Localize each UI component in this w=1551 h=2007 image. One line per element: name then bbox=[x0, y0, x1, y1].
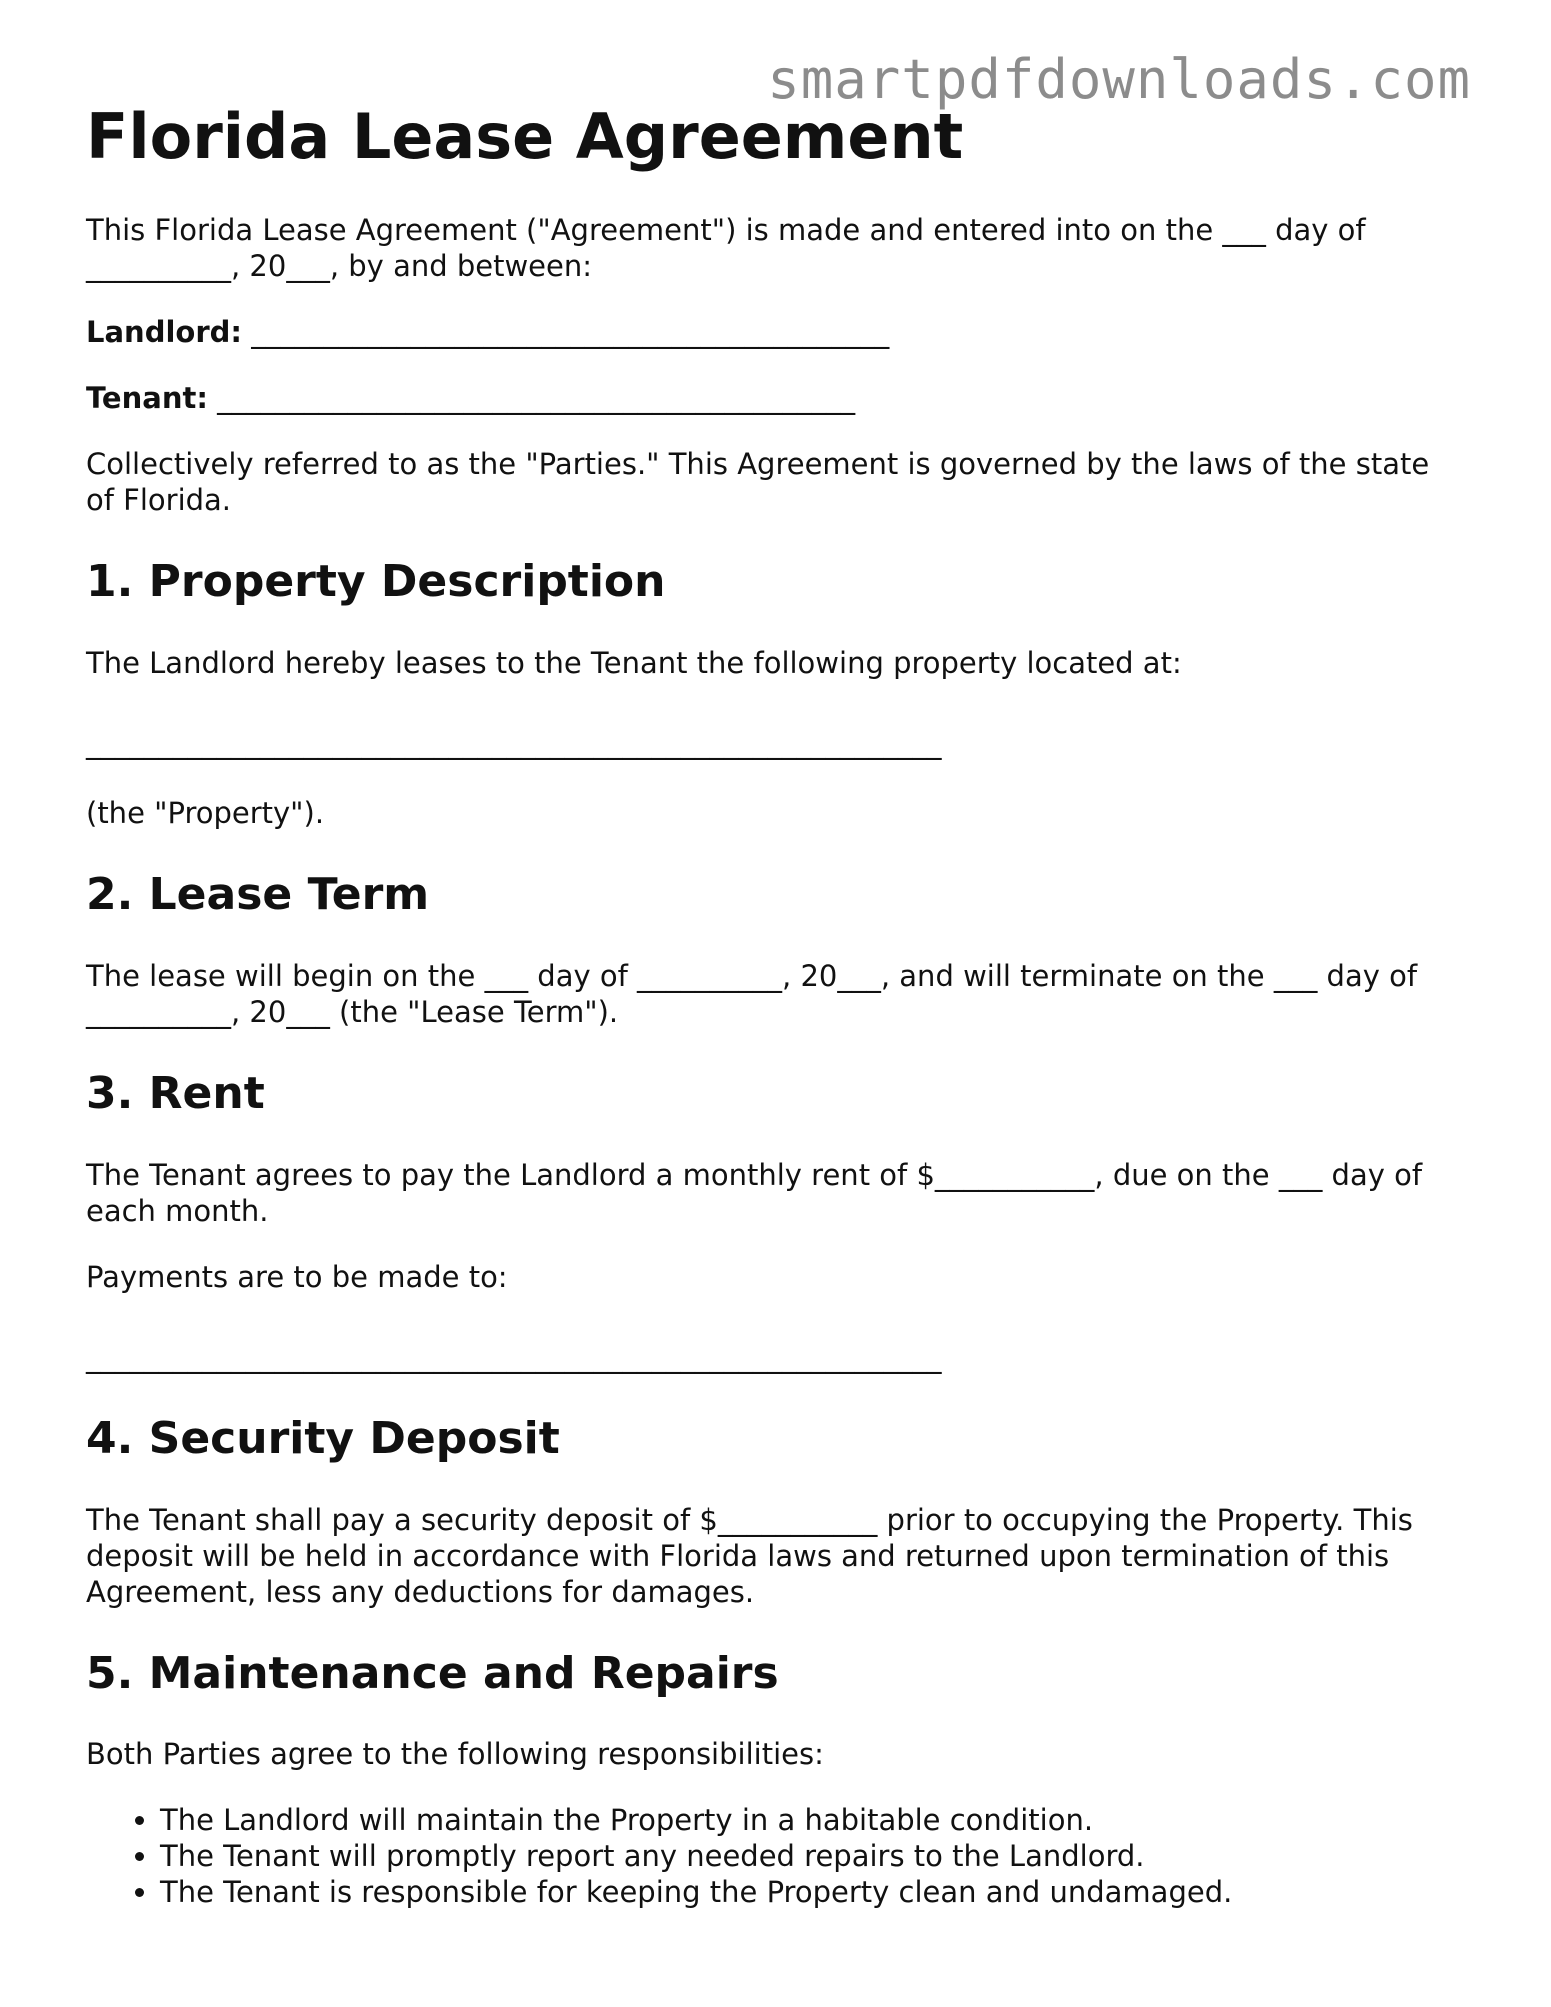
section-heading-term: 2. Lease Term bbox=[86, 869, 430, 921]
section-heading-deposit: 4. Security Deposit bbox=[86, 1412, 560, 1464]
section-heading-property: 1. Property Description bbox=[86, 556, 666, 608]
tenant-field bbox=[86, 380, 1466, 416]
section-heading-rent: 3. Rent bbox=[86, 1067, 265, 1119]
term-paragraph: The lease will begin on the ___ day of __________, 20___, and will terminate on the ___ day of __________, 20___ (the "Lease Term"). bbox=[86, 958, 1418, 1029]
list-item: • The Landlord will maintain the Property in a habitable condition. bbox=[160, 1802, 1466, 1838]
payee-blank: ___________________________________________________________ bbox=[86, 1339, 942, 1374]
list-item: • The Tenant is responsible for keeping the Property clean and undamaged. bbox=[160, 1874, 1466, 1910]
landlord-field bbox=[86, 314, 1466, 350]
section-heading-maintenance: 5. Maintenance and Repairs bbox=[86, 1647, 779, 1699]
property-address-blank: ___________________________________________________________ bbox=[86, 726, 942, 761]
maintenance-paragraph: Both Parties agree to the following responsibilities: bbox=[86, 1737, 824, 1772]
document-body bbox=[86, 100, 1466, 1910]
landlord-blank: ____________________________________________ bbox=[251, 315, 890, 350]
rent-paragraph: The Tenant agrees to pay the Landlord a monthly rent of $___________, due on the ___ day of each month. bbox=[86, 1157, 1423, 1228]
watermark: smartpdfdownloads.com bbox=[767, 48, 1471, 111]
deposit-paragraph: The Tenant shall pay a security deposit of $___________ prior to occupying the Property. This deposit will be held in accordance with Florida laws and returned upon termination of this Agreement, less any deductions for damages. bbox=[86, 1502, 1413, 1609]
responsibilities-list bbox=[86, 1802, 1466, 1910]
tenant-label: Tenant: bbox=[86, 381, 208, 416]
property-definition: (the "Property"). bbox=[86, 796, 325, 831]
payments-paragraph: Payments are to be made to: bbox=[86, 1259, 508, 1294]
document-title: Florida Lease Agreement bbox=[86, 100, 964, 173]
landlord-label: Landlord: bbox=[86, 315, 242, 350]
tenant-blank: ____________________________________________ bbox=[217, 381, 856, 416]
intro-paragraph: This Florida Lease Agreement ("Agreement") is made and entered into on the ___ day of __________, 20___, by and between: bbox=[86, 213, 1366, 284]
list-item: • The Tenant will promptly report any needed repairs to the Landlord. bbox=[160, 1838, 1466, 1874]
property-paragraph: The Landlord hereby leases to the Tenant the following property located at: bbox=[86, 646, 1182, 681]
parties-paragraph: Collectively referred to as the "Parties." This Agreement is governed by the laws of the state of Florida. bbox=[86, 447, 1430, 518]
